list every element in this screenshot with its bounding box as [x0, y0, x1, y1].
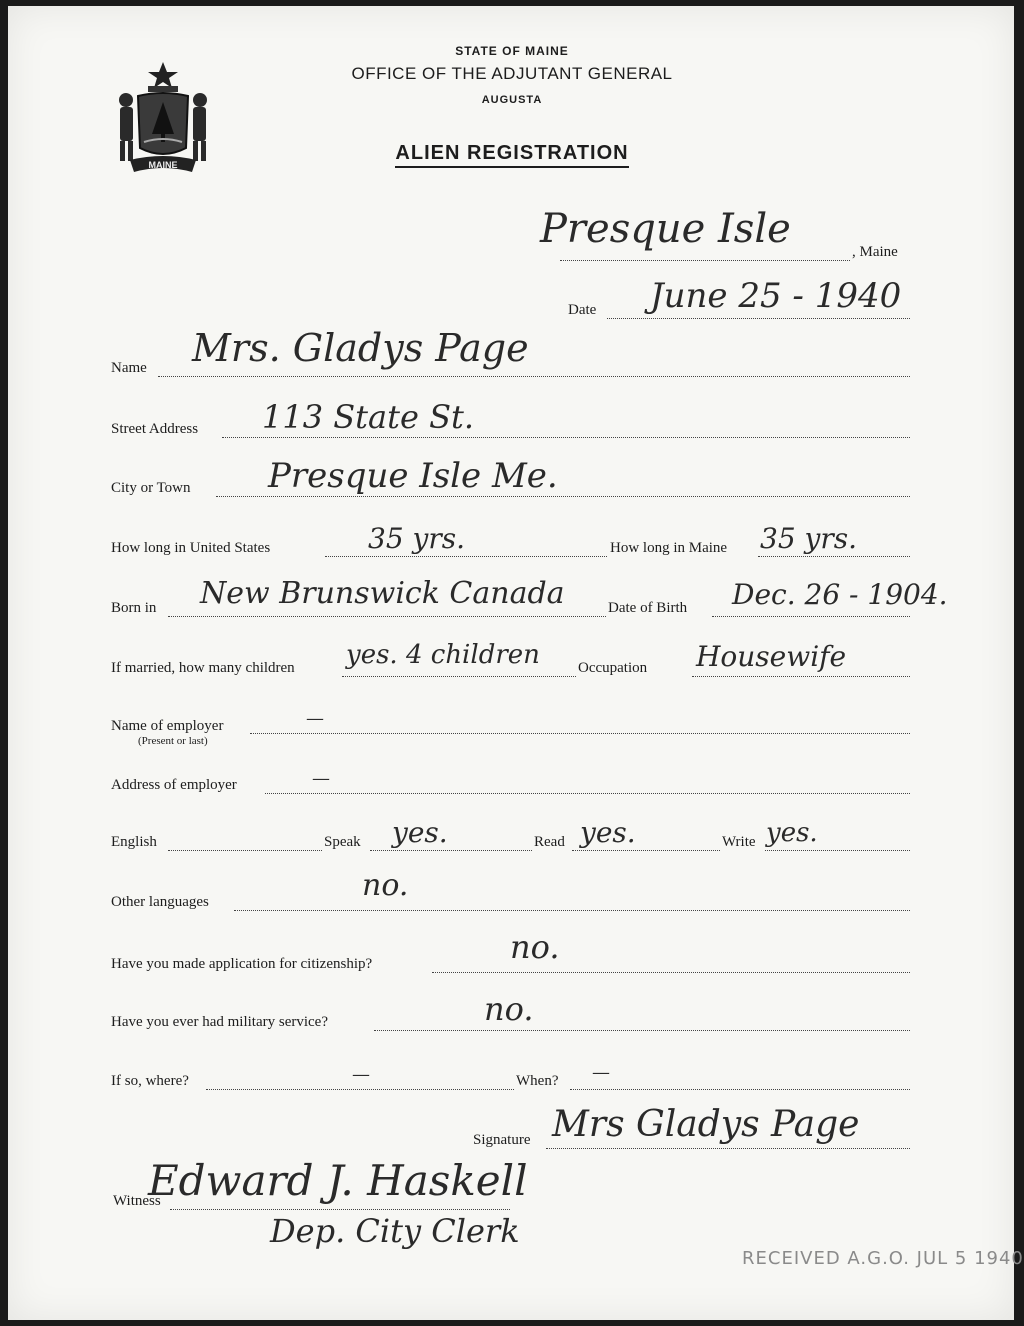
employer-address-line	[265, 793, 910, 794]
other-languages-line	[234, 910, 910, 911]
born-in-value: New Brunswick Canada	[200, 576, 565, 611]
when-line	[570, 1089, 910, 1090]
read-value: yes.	[580, 816, 636, 849]
street-value: 113 State St.	[262, 398, 475, 436]
witness-line	[170, 1209, 510, 1210]
form-title: ALIEN REGISTRATION	[0, 142, 1024, 165]
dob-label: Date of Birth	[608, 600, 688, 616]
dob-value: Dec. 26 - 1904.	[732, 578, 948, 611]
citizenship-line	[432, 972, 910, 973]
signature-value: Mrs Gladys Page	[552, 1104, 860, 1145]
date-line	[607, 318, 910, 319]
header-office: OFFICE OF THE ADJUTANT GENERAL	[351, 64, 673, 83]
city-value: Presque Isle Me.	[268, 456, 558, 496]
when-label: When?	[516, 1073, 559, 1089]
header-state: STATE OF MAINE	[455, 44, 569, 58]
citizenship-value: no.	[510, 928, 560, 966]
other-languages-label: Other languages	[111, 894, 209, 910]
citizenship-label: Have you made application for citizenship?	[111, 956, 373, 972]
occupation-value: Housewife	[696, 640, 847, 673]
employer-address-value: —	[312, 768, 330, 789]
read-label: Read	[534, 834, 565, 850]
read-line	[572, 850, 720, 851]
received-stamp: RECEIVED A.G.O. JUL 5 1940	[742, 1248, 1024, 1269]
name-value: Mrs. Gladys Page	[192, 326, 529, 370]
other-languages-value: no.	[362, 868, 409, 903]
speak-value: yes.	[392, 816, 448, 849]
name-label: Name	[111, 360, 147, 376]
how-long-us-line	[325, 556, 607, 557]
where-label: If so, where?	[111, 1073, 189, 1089]
military-line	[374, 1030, 910, 1031]
how-long-us-label: How long in United States	[111, 540, 271, 556]
witness-label: Witness	[113, 1193, 161, 1209]
how-long-maine-label: How long in Maine	[610, 540, 728, 556]
city-label: City or Town	[111, 480, 191, 496]
place-value: Presque Isle	[540, 206, 791, 252]
signature-label: Signature	[473, 1132, 531, 1148]
where-value: —	[352, 1064, 370, 1085]
children-label: If married, how many children	[111, 660, 295, 676]
write-label: Write	[722, 834, 756, 850]
date-value: June 25 - 1940	[650, 276, 902, 316]
employer-value: —	[306, 708, 324, 729]
where-line	[206, 1089, 514, 1090]
place-line	[560, 260, 850, 261]
dob-line	[712, 616, 910, 617]
occupation-line	[692, 676, 910, 677]
signature-line	[546, 1148, 910, 1149]
occupation-label: Occupation	[578, 660, 648, 676]
city-line	[216, 496, 910, 497]
children-value: yes. 4 children	[346, 640, 540, 670]
children-line	[342, 676, 576, 677]
speak-label: Speak	[324, 834, 361, 850]
witness-title: Dep. City Clerk	[270, 1212, 520, 1250]
write-value: yes.	[766, 818, 818, 848]
name-line	[158, 376, 910, 377]
how-long-maine-line	[758, 556, 910, 557]
speak-line	[370, 850, 532, 851]
when-value: —	[592, 1062, 610, 1083]
date-label: Date	[568, 302, 597, 318]
how-long-maine-value: 35 yrs.	[760, 522, 858, 555]
military-value: no.	[484, 990, 534, 1028]
employer-line	[250, 733, 910, 734]
svg-text:MAINE: MAINE	[148, 160, 178, 170]
employer-sublabel: (Present or last)	[138, 735, 208, 747]
born-in-label: Born in	[111, 600, 157, 616]
street-line	[222, 437, 910, 438]
employer-label: Name of employer	[111, 718, 224, 734]
how-long-us-value: 35 yrs.	[368, 522, 466, 555]
witness-signature: Edward J. Haskell	[148, 1156, 528, 1205]
english-line	[168, 850, 322, 851]
header-city: AUGUSTA	[481, 94, 543, 106]
born-in-line	[168, 616, 606, 617]
english-label: English	[111, 834, 157, 850]
maine-label: , Maine	[852, 244, 898, 260]
write-line	[765, 850, 910, 851]
employer-address-label: Address of employer	[111, 777, 237, 793]
military-label: Have you ever had military service?	[111, 1014, 328, 1030]
street-label: Street Address	[111, 421, 199, 437]
